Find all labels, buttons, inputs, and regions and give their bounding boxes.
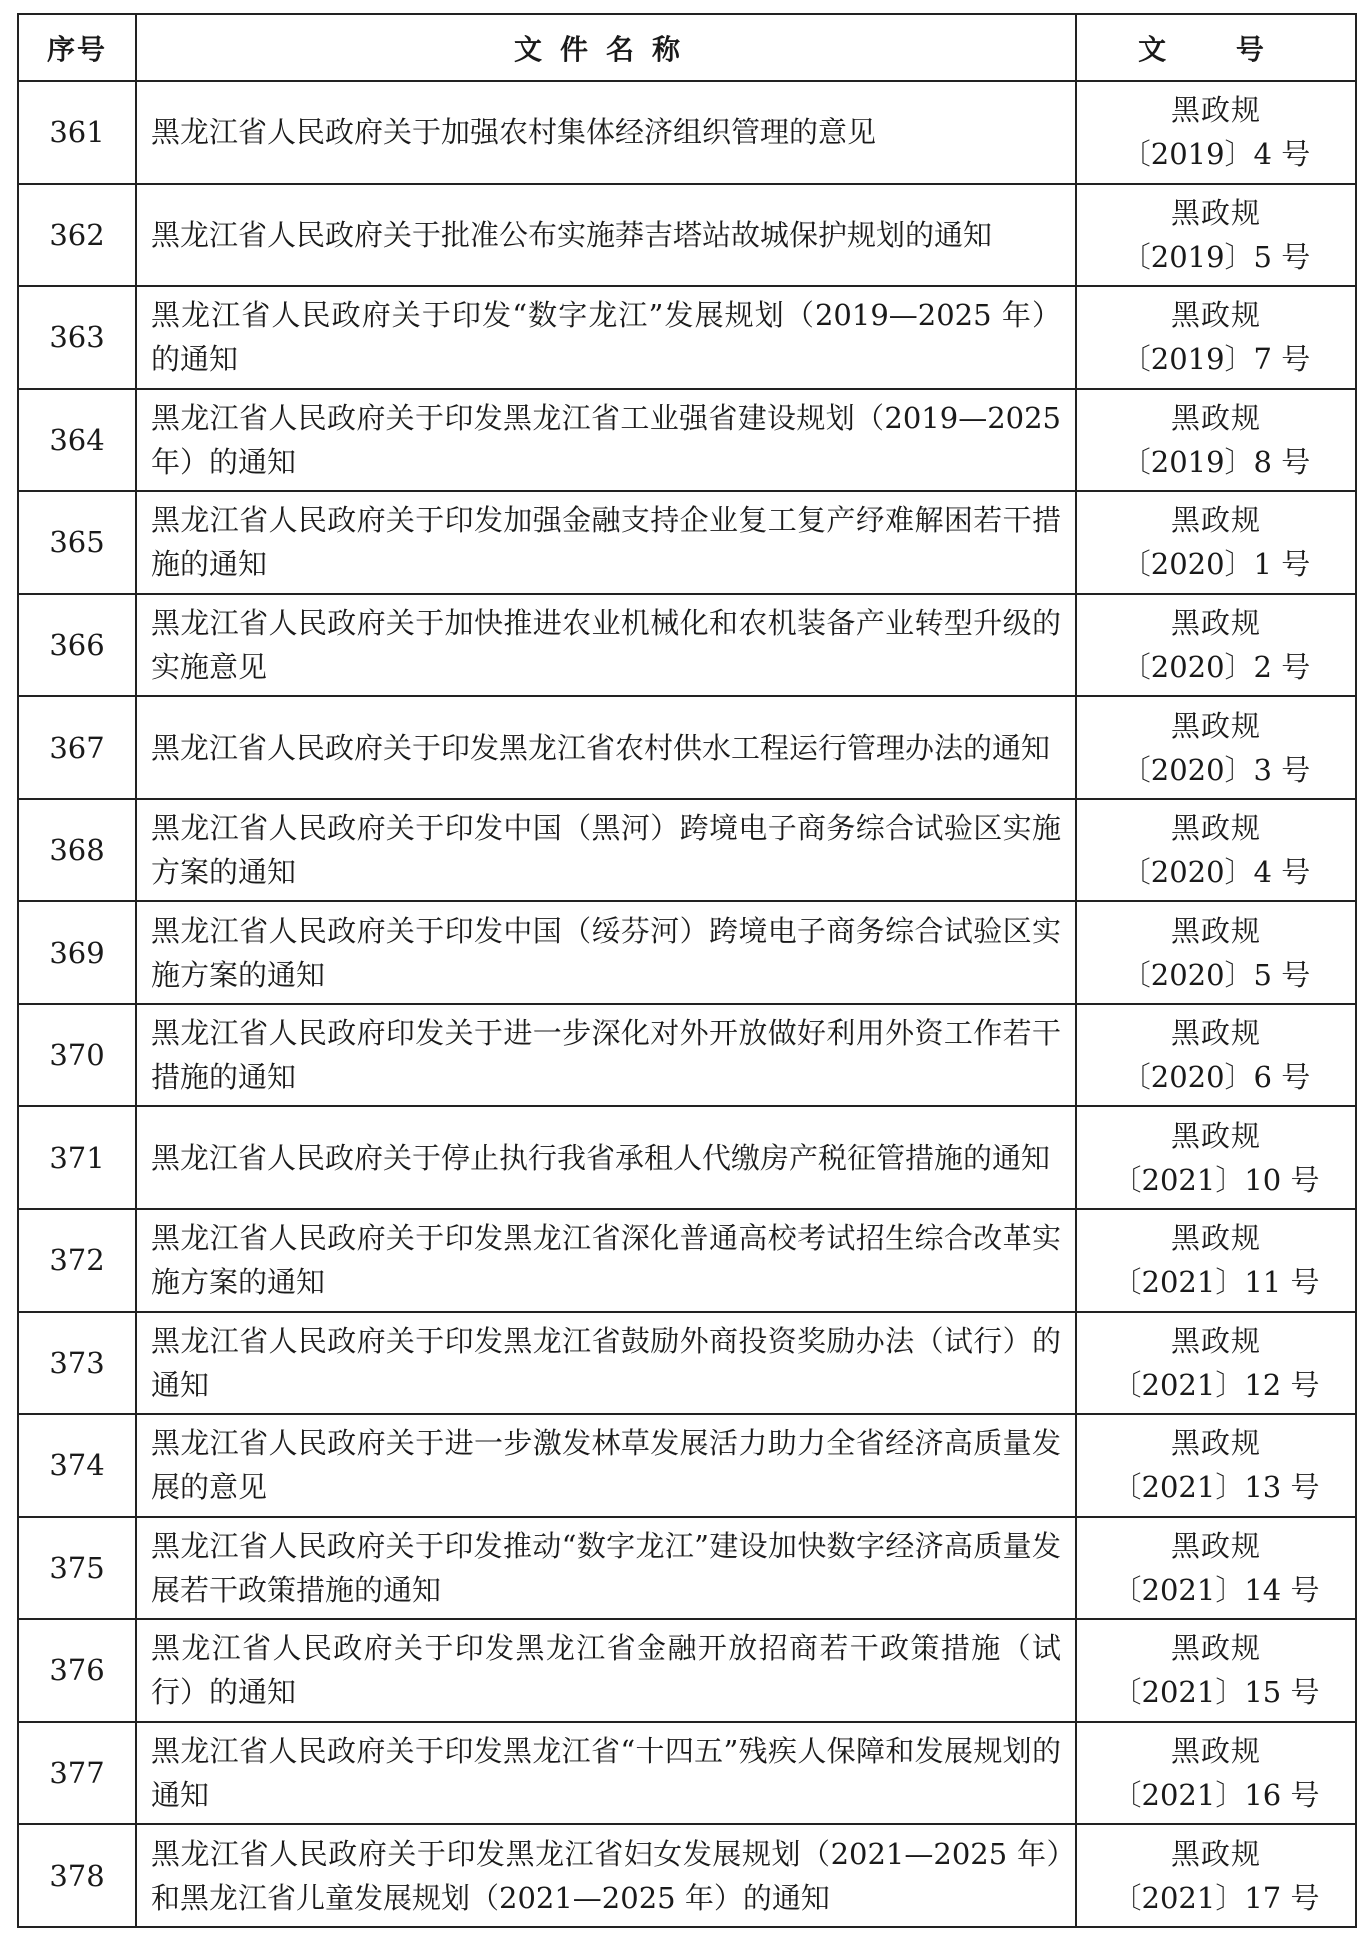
row-title: 黑龙江省人民政府关于印发中国（黑河）跨境电子商务综合试验区实施方案的通知 xyxy=(136,799,1076,902)
row-doc-no xyxy=(1076,1209,1356,1312)
table-row xyxy=(18,1312,1356,1415)
doc-no-prefix: 黑政规 xyxy=(1170,1631,1261,1666)
doc-no-number: 〔2021〕14 号 xyxy=(1112,1572,1320,1607)
doc-no-prefix: 黑政规 xyxy=(1170,400,1261,435)
row-seq: 374 xyxy=(18,1414,136,1517)
doc-no-number: 〔2019〕4 号 xyxy=(1121,137,1311,172)
doc-no-number: 〔2019〕7 号 xyxy=(1121,342,1311,377)
doc-no-number: 〔2020〕2 号 xyxy=(1121,650,1311,684)
doc-no-prefix: 黑政规 xyxy=(1170,93,1261,128)
row-doc-no xyxy=(1076,491,1356,594)
row-seq: 371 xyxy=(18,1106,136,1209)
row-seq: 361 xyxy=(18,81,136,184)
table-row xyxy=(18,1004,1356,1107)
row-doc-no xyxy=(1076,184,1356,287)
doc-no-prefix: 黑政规 xyxy=(1170,1528,1261,1563)
row-doc-no xyxy=(1076,286,1356,389)
row-doc-no xyxy=(1076,1106,1356,1209)
table-row xyxy=(18,286,1356,389)
table-row xyxy=(18,389,1356,492)
row-title: 黑龙江省人民政府关于进一步激发林草发展活力助力全省经济高质量发展的意见 xyxy=(136,1414,1076,1517)
document-table xyxy=(17,13,1357,1928)
table-row xyxy=(18,1209,1356,1312)
doc-no-prefix: 黑政规 xyxy=(1170,1016,1261,1051)
doc-no-number: 〔2021〕15 号 xyxy=(1112,1675,1320,1710)
table-row xyxy=(18,1517,1356,1620)
doc-no-prefix: 黑政规 xyxy=(1170,1836,1261,1871)
row-seq: 375 xyxy=(18,1517,136,1620)
header-title: 文件名称 xyxy=(136,14,1076,81)
row-doc-no xyxy=(1076,1722,1356,1825)
table-row xyxy=(18,594,1356,697)
doc-no-number: 〔2021〕10 号 xyxy=(1112,1162,1320,1197)
doc-no-prefix: 黑政规 xyxy=(1170,1118,1261,1153)
doc-no-number: 〔2020〕3 号 xyxy=(1121,752,1311,787)
row-seq: 366 xyxy=(18,594,136,697)
row-doc-no xyxy=(1076,696,1356,799)
doc-no-number: 〔2020〕6 号 xyxy=(1121,1060,1311,1095)
doc-no-prefix: 黑政规 xyxy=(1170,1323,1261,1358)
row-doc-no xyxy=(1076,1619,1356,1722)
doc-no-prefix: 黑政规 xyxy=(1170,811,1261,846)
row-title: 黑龙江省人民政府印发关于进一步深化对外开放做好利用外资工作若干措施的通知 xyxy=(136,1004,1076,1107)
row-seq: 367 xyxy=(18,696,136,799)
row-seq: 370 xyxy=(18,1004,136,1107)
row-seq: 378 xyxy=(18,1824,136,1927)
row-title: 黑龙江省人民政府关于印发推动“数字龙江”建设加快数字经济高质量发展若干政策措施的通知 xyxy=(136,1517,1076,1620)
doc-no-prefix: 黑政规 xyxy=(1170,503,1261,538)
doc-no-prefix: 黑政规 xyxy=(1170,1734,1261,1769)
doc-no-number: 〔2021〕13 号 xyxy=(1112,1470,1320,1505)
row-doc-no xyxy=(1076,594,1356,697)
row-title: 黑龙江省人民政府关于印发黑龙江省工业强省建设规划（2019—2025 年）的通知 xyxy=(136,389,1076,492)
row-doc-no xyxy=(1076,1414,1356,1517)
row-doc-no xyxy=(1076,389,1356,492)
row-doc-no xyxy=(1076,1312,1356,1415)
doc-no-prefix: 黑政规 xyxy=(1170,606,1261,640)
header-seq: 序号 xyxy=(18,14,136,81)
doc-no-number: 〔2019〕5 号 xyxy=(1121,239,1311,274)
row-title: 黑龙江省人民政府关于印发黑龙江省“十四五”残疾人保障和发展规划的通知 xyxy=(136,1722,1076,1825)
row-title: 黑龙江省人民政府关于批准公布实施莽吉塔站故城保护规划的通知 xyxy=(136,184,1076,287)
doc-no-number: 〔2021〕12 号 xyxy=(1112,1367,1320,1402)
row-seq: 376 xyxy=(18,1619,136,1722)
table-row xyxy=(18,799,1356,902)
row-seq: 362 xyxy=(18,184,136,287)
doc-no-number: 〔2020〕1 号 xyxy=(1121,547,1311,582)
row-seq: 365 xyxy=(18,491,136,594)
doc-no-prefix: 黑政规 xyxy=(1170,708,1261,743)
table-row xyxy=(18,1824,1356,1927)
row-title: 黑龙江省人民政府关于停止执行我省承租人代缴房产税征管措施的通知 xyxy=(136,1106,1076,1209)
row-seq: 363 xyxy=(18,286,136,389)
header-doc-no: 文 号 xyxy=(1076,14,1356,81)
doc-no-number: 〔2021〕17 号 xyxy=(1112,1880,1320,1915)
doc-no-number: 〔2020〕4 号 xyxy=(1121,855,1311,890)
header-row xyxy=(18,14,1356,81)
row-title: 黑龙江省人民政府关于印发黑龙江省深化普通高校考试招生综合改革实施方案的通知 xyxy=(136,1209,1076,1312)
table-body xyxy=(18,81,1356,1927)
row-seq: 373 xyxy=(18,1312,136,1415)
row-seq: 372 xyxy=(18,1209,136,1312)
doc-no-number: 〔2020〕5 号 xyxy=(1121,957,1311,992)
row-seq: 368 xyxy=(18,799,136,902)
table-row xyxy=(18,1414,1356,1517)
doc-no-prefix: 黑政规 xyxy=(1170,1426,1261,1461)
table-row xyxy=(18,1106,1356,1209)
row-title: 黑龙江省人民政府关于印发“数字龙江”发展规划（2019—2025 年）的通知 xyxy=(136,286,1076,389)
row-doc-no xyxy=(1076,901,1356,1004)
table-row xyxy=(18,491,1356,594)
doc-no-prefix: 黑政规 xyxy=(1170,195,1261,230)
doc-no-number: 〔2021〕11 号 xyxy=(1112,1265,1320,1300)
doc-no-prefix: 黑政规 xyxy=(1170,913,1261,948)
table-row xyxy=(18,1722,1356,1825)
row-title: 黑龙江省人民政府关于印发黑龙江省妇女发展规划（2021—2025 年）和黑龙江省儿童发展规划（2021—2025 年）的通知 xyxy=(136,1824,1076,1927)
table-row xyxy=(18,901,1356,1004)
row-title: 黑龙江省人民政府关于加快推进农业机械化和农机装备产业转型升级的实施意见 xyxy=(136,594,1076,697)
row-doc-no xyxy=(1076,799,1356,902)
row-title: 黑龙江省人民政府关于印发黑龙江省鼓励外商投资奖励办法（试行）的通知 xyxy=(136,1312,1076,1415)
row-title: 黑龙江省人民政府关于印发黑龙江省金融开放招商若干政策措施（试行）的通知 xyxy=(136,1619,1076,1722)
row-doc-no xyxy=(1076,1517,1356,1620)
row-doc-no xyxy=(1076,81,1356,184)
row-doc-no xyxy=(1076,1824,1356,1927)
table-row xyxy=(18,184,1356,287)
table-row xyxy=(18,81,1356,184)
doc-no-number: 〔2019〕8 号 xyxy=(1121,444,1311,479)
doc-no-prefix: 黑政规 xyxy=(1170,298,1261,333)
row-seq: 369 xyxy=(18,901,136,1004)
row-title: 黑龙江省人民政府关于印发加强金融支持企业复工复产纾难解困若干措施的通知 xyxy=(136,491,1076,594)
row-doc-no xyxy=(1076,1004,1356,1107)
row-seq: 377 xyxy=(18,1722,136,1825)
doc-no-prefix: 黑政规 xyxy=(1170,1221,1261,1256)
row-title: 黑龙江省人民政府关于加强农村集体经济组织管理的意见 xyxy=(136,81,1076,184)
doc-no-number: 〔2021〕16 号 xyxy=(1112,1778,1320,1813)
table-row xyxy=(18,696,1356,799)
row-seq: 364 xyxy=(18,389,136,492)
row-title: 黑龙江省人民政府关于印发中国（绥芬河）跨境电子商务综合试验区实施方案的通知 xyxy=(136,901,1076,1004)
row-title: 黑龙江省人民政府关于印发黑龙江省农村供水工程运行管理办法的通知 xyxy=(136,696,1076,799)
table-header xyxy=(18,14,1356,81)
table-row xyxy=(18,1619,1356,1722)
